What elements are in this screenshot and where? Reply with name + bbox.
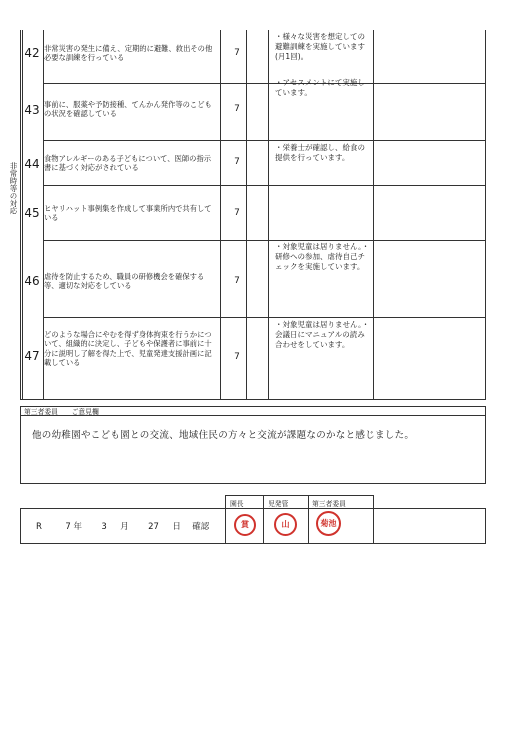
item-text: 食物アレルギーのある子どもについて、医師の指示書に基づく対応がされている — [44, 154, 212, 173]
confirm-divider-3 — [308, 495, 309, 544]
item-number: 43 — [24, 103, 40, 117]
item-number: 47 — [24, 349, 40, 363]
item-score: 7 — [234, 104, 240, 114]
item-score: 7 — [234, 157, 240, 167]
item-number: 42 — [24, 46, 40, 60]
item-number: 46 — [24, 274, 40, 288]
confirm-role-top — [225, 495, 373, 496]
third-party-stamp: 菊池 — [316, 511, 341, 536]
row-line-46b — [43, 317, 485, 318]
confirm-divider-2 — [263, 495, 264, 544]
comments-header: 第三者委員 ご意見欄 — [24, 408, 99, 416]
table-right-border — [485, 30, 486, 400]
item-score: 7 — [234, 276, 240, 286]
comments-text: 他の幼稚園やこども園との交流、地域住民の方々と交流が課題なのかなと感じました。 — [32, 430, 415, 441]
table-divider-text — [220, 30, 221, 400]
item-score: 7 — [234, 352, 240, 362]
manager-stamp: 山 — [274, 513, 297, 536]
principal-stamp: 賞 — [234, 514, 256, 536]
item-note: ・対象児童は居りません。・会議日にマニュアルの読み合わせをしています。 — [275, 320, 370, 349]
item-text: ヒヤリハット事例集を作成して事業所内で共有している — [44, 204, 212, 223]
role-third-party: 第三者委員 — [312, 500, 346, 508]
confirm-divider-4 — [373, 495, 374, 544]
confirm-divider-1 — [225, 495, 226, 544]
row-line-45b — [43, 240, 485, 241]
comments-box — [20, 406, 486, 484]
item-text: 事前に、服薬や予防接種、てんかん発作等のこどもの状況を確認している — [44, 100, 212, 119]
item-score: 7 — [234, 208, 240, 218]
table-divider-score — [246, 30, 247, 400]
row-line-47b — [20, 399, 485, 400]
item-text: 非常災害の発生に備え、定期的に避難、救出その他必要な訓練を行っている — [44, 44, 213, 63]
category-label: 非常時等の対応 — [9, 161, 18, 215]
date-day: 27 — [148, 522, 159, 532]
item-note: ・対象児童は居りません。・研修への参加、虐待自己チェックを実施しています。 — [275, 242, 370, 271]
role-manager: 児発管 — [268, 500, 289, 508]
item-note: ・様々な災害を想定しての避難訓練を実施しています(月1回)。 — [275, 32, 365, 61]
item-note: ・栄養士が確認し、給食の提供を行っています。 — [275, 143, 365, 162]
table-left-border — [20, 30, 21, 400]
date-year-unit: 年 — [73, 522, 82, 532]
row-line-42b — [43, 83, 485, 84]
date-era: R — [36, 522, 42, 532]
item-number: 44 — [24, 157, 40, 171]
role-principal: 園長 — [230, 500, 244, 508]
row-line-44b — [43, 185, 485, 186]
item-score: 7 — [234, 48, 240, 58]
date-month: 3 — [101, 522, 107, 532]
item-number: 45 — [24, 206, 40, 220]
date-confirm-label: 確認 — [192, 522, 210, 532]
table-divider-a — [268, 30, 269, 400]
table-divider-note — [373, 30, 374, 400]
item-text: 虐待を防止するため、職員の研修機会を確保する等、適切な対応をしている — [44, 272, 205, 291]
date-year: 7 — [65, 522, 71, 532]
item-note: ・アセスメントにて実施しています。 — [275, 78, 365, 97]
date-month-unit: 月 — [120, 522, 129, 532]
date-day-unit: 日 — [172, 522, 181, 532]
item-text: どのような場合にやむを得ず身体拘束を行うかについて、組織的に決定し、子どもや保護者に事前に十分に説明し了解を得た上で、児童発達支援計画に記載している — [44, 330, 212, 368]
confirm-date — [36, 520, 209, 532]
row-line-43b — [43, 140, 485, 141]
